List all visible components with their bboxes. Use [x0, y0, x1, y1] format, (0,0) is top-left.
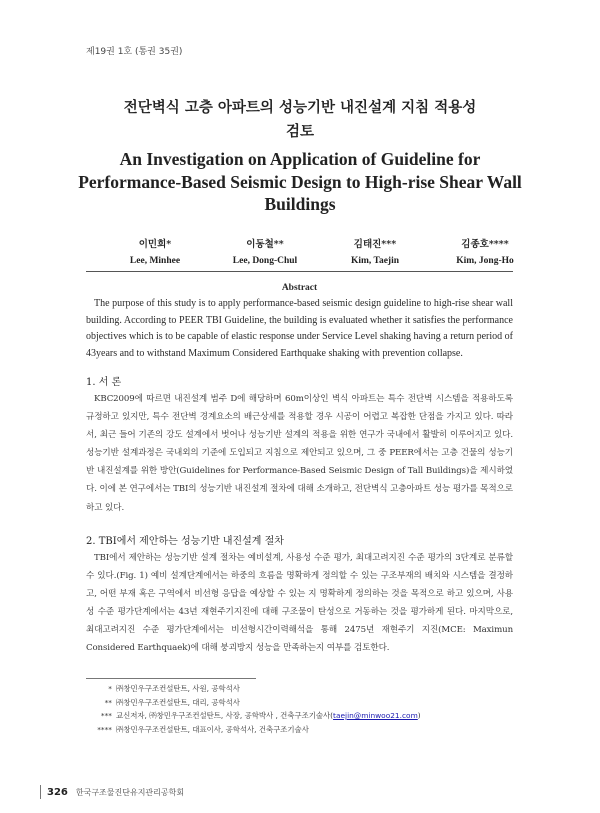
author — [440, 236, 530, 266]
footnote-text-tail: ) — [417, 711, 421, 720]
title-english-line: Buildings — [264, 194, 336, 214]
footnote — [86, 682, 421, 696]
footnote-text: ㈜창민우구조컨설탄트, 대리, 공학석사 — [116, 697, 240, 707]
title-english-line: Performance-Based Seismic Design to High-rise Shear Wall — [78, 171, 522, 192]
abstract-heading: Abstract — [281, 283, 318, 293]
email-link[interactable]: taejin@minwoo21.com — [333, 711, 418, 720]
author-list — [110, 236, 530, 266]
section-body-introduction: KBC2009에 따르면 내진설계 범주 D에 해당하며 60m이상인 벽식 아파트는 특수 전단벽 시스템을 적용하도록 규정하고 있지만, 특수 전단벽 경계요소의 배근상세를 적용할 경우 시공이 어렵고 복잡한 단점을 가지고 있다. 따라서, 최근 들어 기존의 강도 설계에서 벗어나 성능기반 설계의 적용을 위한 연구가 국내에서 활발히 이루어지고 있다. 성능기반 설계과정은 국내외의 기준에 도입되고 지침으로 제안되고 있으며, 그 중 PEER에서는 고층 건물의 성능기반 내진설계를 위한 방안(Guidelines for Performance-Based Seismic Design of Tall Buildings)을 제시하였다. 이에 본 연구에서는 TBI의 성능기반 내진설계 절차에 대해 소개하고, 전단벽식 고층아파트 성능 평가를 목적으로 하고 있다. — [86, 394, 513, 513]
footnote-text: 교신저자, ㈜창민우구조컨설탄트, 사장, 공학박사 , 건축구조기술사( — [116, 711, 334, 720]
author-name-korean: 김태진*** — [353, 239, 397, 250]
author — [330, 236, 420, 266]
title-english-line: An Investigation on Application of Guideline for — [119, 149, 481, 169]
footnote-mark: * — [108, 684, 112, 693]
title-english — [60, 148, 540, 216]
footnote — [86, 723, 421, 737]
author — [220, 236, 310, 266]
page-footer — [40, 785, 184, 799]
footnote — [86, 696, 421, 710]
abstract-text: The purpose of this study is to apply performance-based seismic design guideline to high-rise shear wall building. According to PEER TBI Guideline, the building is evaluated whether it satisfies the performance objectives which is to be capable of elastic response under Service Level shaking having a return period of 43years and to withstand Maximum Considered Earthquake shaking with prevention collapse. — [86, 298, 513, 359]
journal-issue: 제19권 1호 (통권 35권) — [86, 47, 183, 57]
footnotes — [86, 682, 421, 736]
footer-bar — [40, 785, 41, 799]
author-name-english: Lee, Dong-Chul — [232, 256, 298, 266]
divider — [86, 271, 513, 272]
footnote-mark: *** — [100, 711, 112, 720]
author-name-korean: 이민희* — [138, 239, 172, 250]
section-heading-tbi-procedure: 2. TBI에서 제안하는 성능기반 내진설계 절차 — [86, 536, 284, 547]
title-korean-line: 전단벽식 고층 아파트의 성능기반 내진설계 지침 적용성 — [123, 99, 477, 116]
section-heading-introduction: 1. 서 론 — [86, 377, 122, 388]
author-name-english: Kim, Jong-Ho — [456, 256, 514, 266]
journal-name: 한국구조물진단유지관리공학회 — [75, 787, 185, 797]
footnote-mark: **** — [97, 724, 112, 734]
author-name-korean: 이동철** — [246, 239, 284, 250]
title-korean-line: 검토 — [285, 123, 314, 140]
title-korean — [60, 96, 540, 144]
author-name-korean: 김종호**** — [461, 239, 509, 250]
section-body-tbi-procedure: TBI에서 제안하는 성능기반 설계 절차는 예비설계, 사용성 수준 평가, 최대고려지진 수준 평가의 3단계로 분류할 수 있다.(Fig. 1) 예비 설계단계에서는 하중의 흐름을 명확하게 정의할 수 있는 구조부재의 배치와 시스템을 결정하고, 어떤 부재 혹은 구역에서 비선형 응답을 예상할 수 있는 지 명확하게 정의하는 것을 목적으로 하고 있으며, 사용성 수준 평가단계에서는 43년 재현주기지진에 대해 구조물이 탄성으로 거동하는 것을 평가하게 된다. 마지막으로, 최대고려지진 수준 평가단계에서는 비선형시간이력해석을 통해 2475년 재현주기 지진(MCE: Maximun Considered Earthquaek)에 대해 붕괴방지 성능을 만족하는지 여부를 검토한다. — [86, 553, 513, 654]
footnote-text: ㈜창민우구조컨설탄트, 사원, 공학석사 — [116, 684, 240, 693]
author-name-english: Lee, Minhee — [129, 256, 181, 266]
footnote-mark: ** — [104, 697, 112, 707]
footnote-text: ㈜창민우구조컨설탄트, 대표이사, 공학석사, 건축구조기술사 — [116, 724, 309, 734]
page-number: 326 — [47, 786, 68, 798]
author-name-english: Kim, Taejin — [350, 256, 400, 266]
footnote — [86, 709, 421, 723]
footnote-divider — [86, 678, 256, 679]
author — [110, 236, 200, 266]
